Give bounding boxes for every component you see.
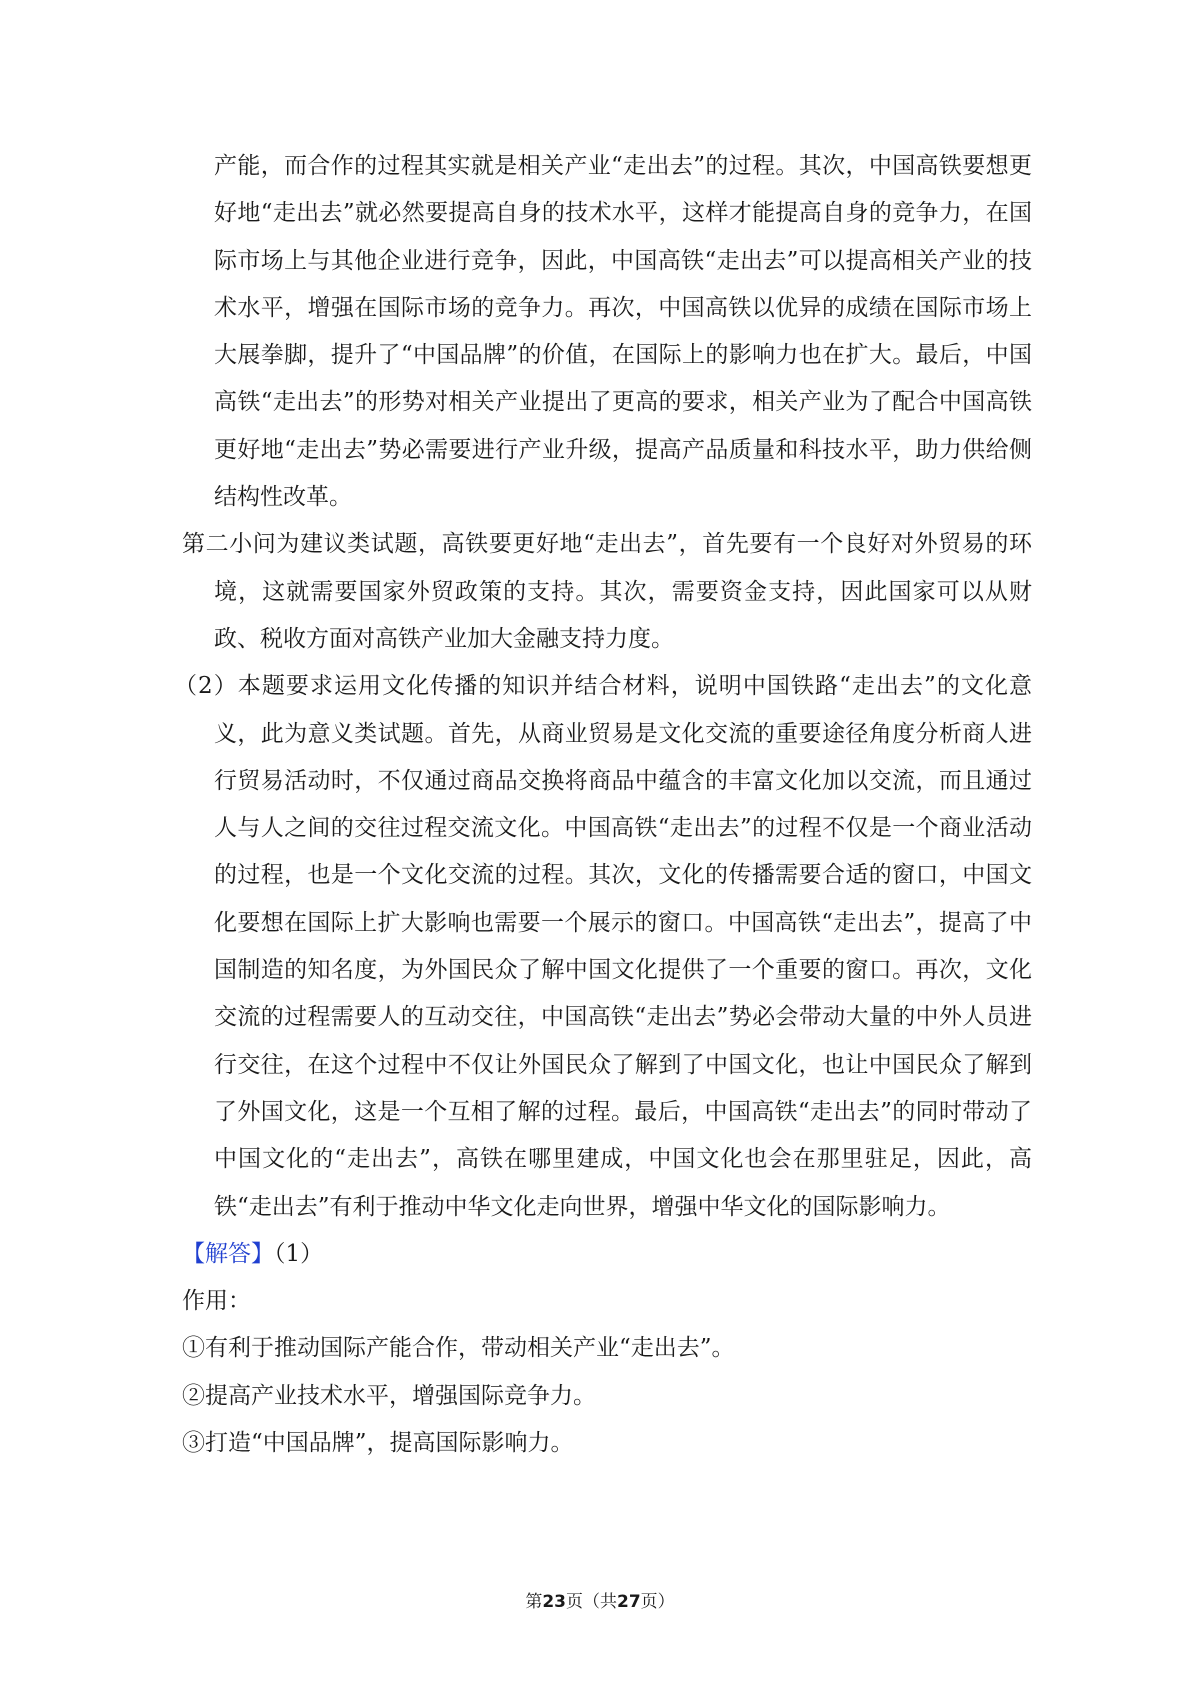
footer-middle: 页（共 bbox=[566, 1592, 617, 1612]
answer-subheading: 作用： bbox=[182, 1288, 251, 1315]
footer-current-page: 23 bbox=[542, 1592, 566, 1612]
answer-label-suffix: （1） bbox=[274, 1240, 324, 1267]
page-footer bbox=[0, 1587, 1200, 1612]
page-content bbox=[174, 143, 1032, 1467]
answer-item-1: ①有利于推动国际产能合作，带动相关产业“走出去”。 bbox=[182, 1335, 735, 1362]
answer-label: 【解答】 bbox=[182, 1240, 274, 1267]
analysis-paragraph-continued: 产能，而合作的过程其实就是相关产业“走出去”的过程。其次，中国高铁要想更好地“走出去”就必然要提高自身的技术水平，这样才能提高自身的竞争力，在国际市场上与其他企业进行竞争，因此，中国高铁“走出去”可以提高相关产业的技术水平，增强在国际市场的竞争力。再次，中国高铁以优异的成绩在国际市场上大展拳脚，提升了“中国品牌”的价值，在国际上的影响力也在扩大。最后，中国高铁“走出去”的形势对相关产业提出了更高的要求，相关产业为了配合中国高铁更好地“走出去”势必需要进行产业升级，提高产品质量和科技水平，助力供给侧结构性改革。 bbox=[214, 153, 1032, 511]
footer-prefix: 第 bbox=[525, 1592, 543, 1612]
answer-item-2: ②提高产业技术水平，增强国际竞争力。 bbox=[182, 1382, 596, 1409]
analysis-paragraph-second-question: 第二小问为建议类试题，高铁要更好地“走出去”，首先要有一个良好对外贸易的环境，这就需要国家外贸政策的支持。其次，需要资金支持，因此国家可以从财政、税收方面对高铁产业加大金融支持力度。 bbox=[182, 531, 1032, 652]
footer-total-pages: 27 bbox=[617, 1592, 641, 1612]
analysis-paragraph-part-2: （2）本题要求运用文化传播的知识并结合材料，说明中国铁路“走出去”的文化意义，此为意义类试题。首先，从商业贸易是文化交流的重要途径角度分析商人进行贸易活动时，不仅通过商品交换将商品中蕴含的丰富文化加以交流，而且通过人与人之间的交往过程交流文化。中国高铁“走出去”的过程不仅是一个商业活动的过程，也是一个文化交流的过程。其次，文化的传播需要合适的窗口，中国文化要想在国际上扩大影响也需要一个展示的窗口。中国高铁“走出去”，提高了中国制造的知名度，为外国民众了解中国文化提供了一个重要的窗口。再次，文化交流的过程需要人的互动交往，中国高铁“走出去”势必会带动大量的中外人员进行交往，在这个过程中不仅让外国民众了解到了中国文化，也让中国民众了解到了外国文化，这是一个互相了解的过程。最后，中国高铁“走出去”的同时带动了中国文化的“走出去”，高铁在哪里建成，中国文化也会在那里驻足，因此，高铁“走出去”有利于推动中华文化走向世界，增强中华文化的国际影响力。 bbox=[174, 673, 1032, 1220]
answer-heading-line bbox=[182, 1231, 1032, 1278]
answer-item-3: ③打造“中国品牌”，提高国际影响力。 bbox=[182, 1430, 574, 1457]
footer-suffix: 页） bbox=[640, 1592, 675, 1612]
